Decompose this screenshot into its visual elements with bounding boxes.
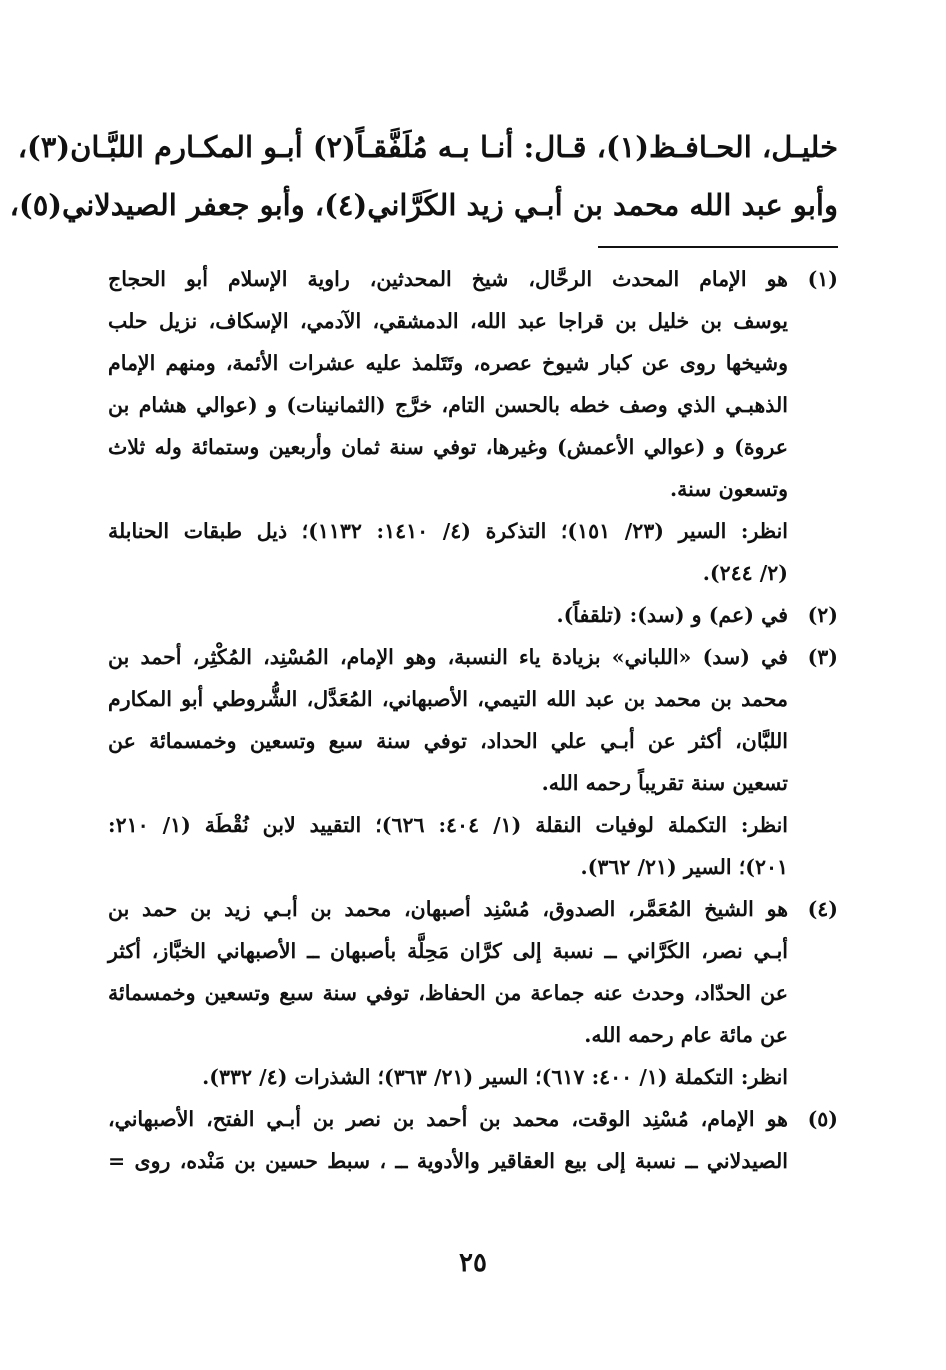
footnote-5: [108, 1098, 838, 1182]
footnote-line: هو الشيخ المُعَمَّر، الصدوق، مُسْنِد أصبهان، محمد بن أبـي زيد بن حمد بن: [108, 897, 788, 921]
footnote-line: عن مائة عام رحمه الله.: [584, 1023, 788, 1047]
footnote-number: (٢): [807, 603, 838, 627]
footnote-4: [108, 888, 838, 1098]
footnote-number: (٣): [807, 645, 838, 669]
footnote-line: يوسف بن خليل بن قراجا عبد الله، الدمشقي، الآدمي، الإسكاف، نزيل حلب: [108, 309, 788, 333]
main-text: [9, 118, 838, 234]
footnote-line: وتسعون سنة.: [669, 477, 788, 501]
footnote-reference: (٢/ ٢٤٤).: [702, 561, 788, 585]
footnote-line: عن الحدّاد، وحدث عنه جماعة من الحفاظ، توفي سنة سبع وتسعين وخمسمائة: [108, 981, 788, 1005]
footnote-line: اللبَّان، أكثر عن أبـي علي الحداد، توفي سنة سبع وتسعين وخمسمائة عن: [108, 729, 788, 753]
footnote-line: هو الإمام المحدث الرحَّال، شيخ المحدثين، راوية الإسلام أبو الحجاج: [108, 267, 788, 291]
main-text-line: وأبو عبد الله محمد بن أبـي زيد الكَرَّاني(٤)، وأبو جعفر الصيدلاني(٥)،: [9, 188, 838, 222]
footnote-reference: ٢٠١)؛ السير (٢١/ ٣٦٢).: [580, 855, 788, 879]
footnote-1: [108, 258, 838, 594]
footnote-line: محمد بن محمد بن عبد الله التيمي، الأصبهاني، المُعَدَّل، الشُّروطي أبو المكارم: [108, 687, 788, 711]
main-text-line: خليـل، الحـافـظ(١)، قـال: أنـا بـه مُلَفَّقـاً(٢) أبـو المكـارم اللبَّـان(٣)،: [17, 130, 838, 164]
footnote-line: الذهبـي الذي وصف خطه بالحسن التام، خرَّج (الثمانينات) و (عوالي هشام بن: [108, 393, 788, 417]
footnote-number: (٥): [807, 1107, 838, 1131]
footnotes: [108, 258, 838, 1182]
footnote-line: وشيخها روى عن كبار شيوخ عصره، وتَتَلمذ عليه عشرات الأئمة، ومنهم الإمام: [108, 351, 788, 375]
footnote-line: هو الإمام، مُسْنِد الوقت، محمد بن أحمد بن نصر بن أبـي الفتح، الأصبهاني،: [108, 1107, 788, 1131]
page-number: ٢٥: [459, 1248, 487, 1278]
footnote-reference: انظر: السير (٢٣/ ١٥١)؛ التذكرة (٤/ ١٤١٠: ١١٣٢)؛ ذيل طبقات الحنابلة: [108, 519, 788, 543]
footnote-line: في (سد) «اللباني» بزيادة ياء النسبة، وهو الإمام، المُسْنِد، المُكْثِر، أحمد بن: [108, 645, 788, 669]
footnote-number: (٤): [807, 897, 838, 921]
footnote-number: (١): [807, 267, 838, 291]
footnote-line: تسعين سنة تقريباً رحمه الله.: [541, 771, 788, 795]
footnote-reference: انظر: التكملة لوفيات النقلة (١/ ٤٠٤: ٦٢٦)؛ التقييد لابن نُقْطَة (١/ ٢١٠:: [108, 813, 788, 837]
footnote-3: [108, 636, 838, 888]
footnote-line: الصيدلاني ــ نسبة إلى بيع العقاقير والأدوية ــ ، سبط حسين بن مَنْده، روى =: [108, 1149, 788, 1173]
footnote-line: في (عم) و (سد): (تلقفاً).: [556, 603, 788, 627]
footnote-2: [108, 594, 838, 636]
footnote-line: عروة) و (عوالي الأعمش) وغيرها، توفي سنة ثمان وأربعين وستمائة وله ثلاث: [108, 435, 788, 459]
footnote-reference: انظر: التكملة (١/ ٤٠٠: ٦١٧)؛ السير (٢١/ ٣٦٣)؛ الشذرات (٤/ ٣٣٢).: [202, 1065, 788, 1089]
footnote-separator: [598, 246, 838, 248]
footnote-line: أبـي نصر، الكَرَّاني ــ نسبة إلى كرَّان مَحِلَّة بأصبهان ــ الأصبهاني الخبَّاز، أكثر: [108, 939, 788, 963]
